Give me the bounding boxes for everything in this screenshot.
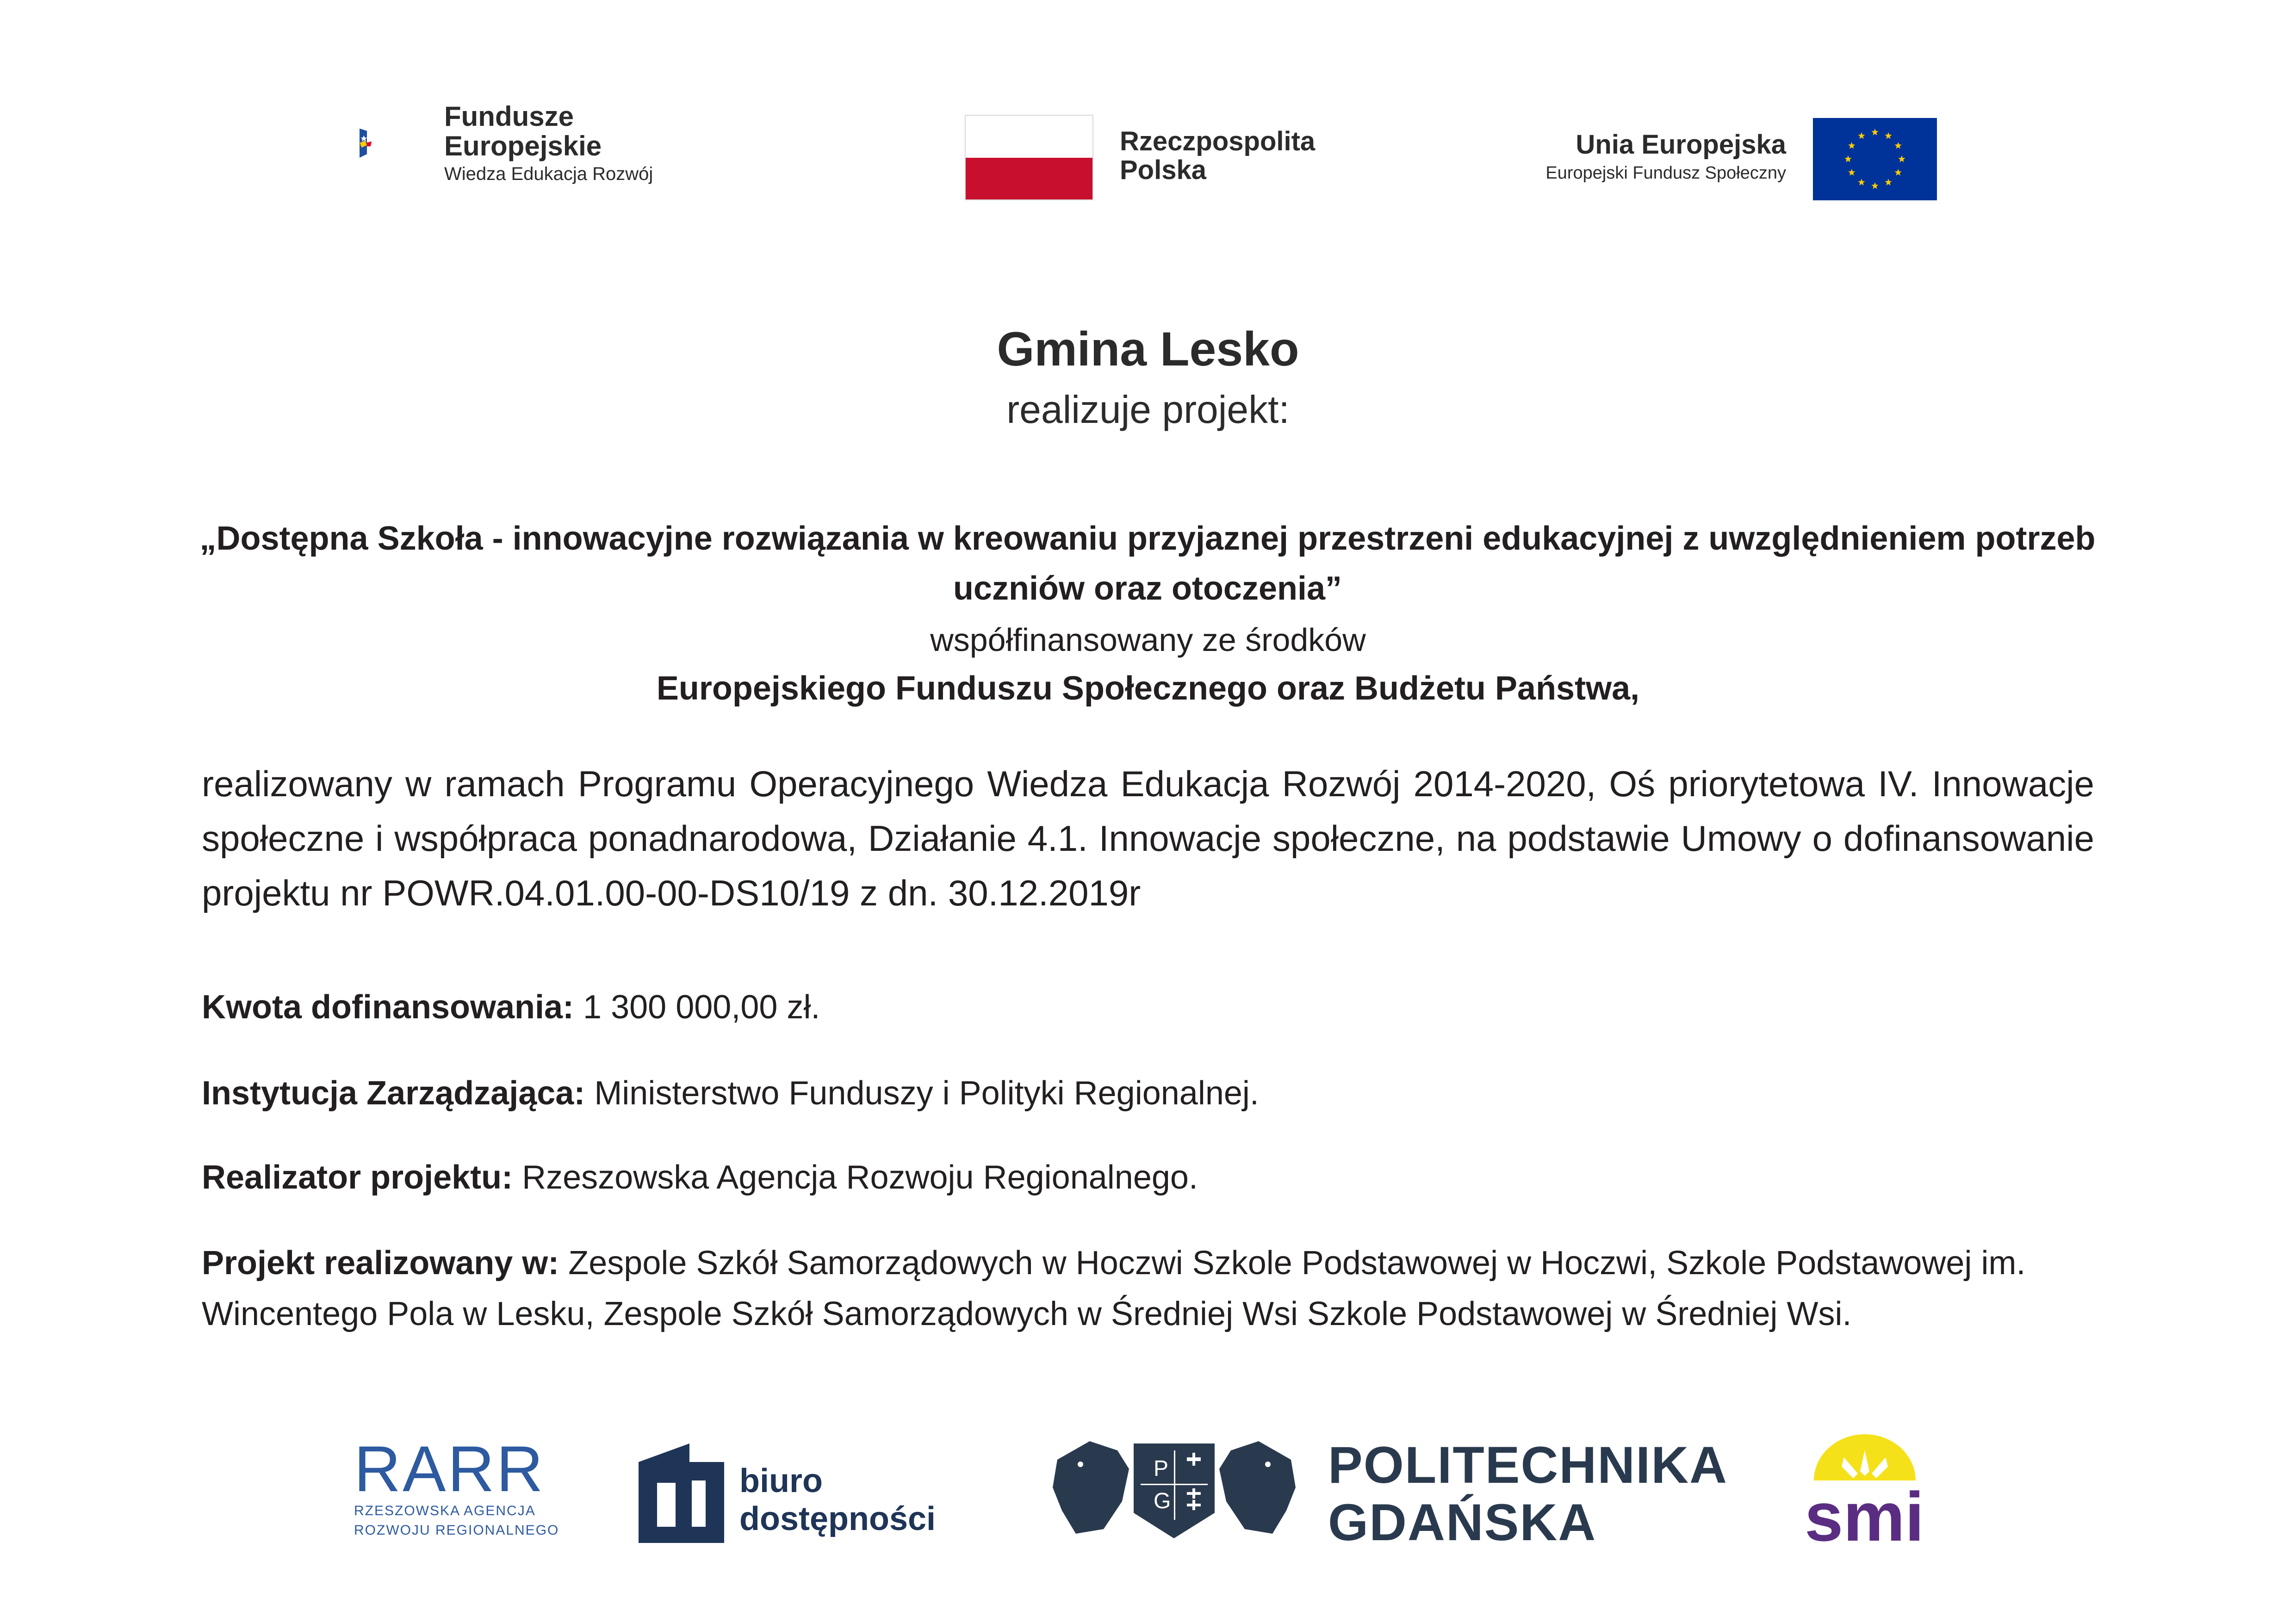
politechnika-gdanska-emblem-icon <box>1048 1432 1300 1545</box>
biuro-logo-line2: dostępności <box>739 1500 936 1537</box>
detail-managing-institution <box>202 1068 2099 1119</box>
svg-text:G: G <box>1154 1489 1171 1513</box>
pg-logo-line1: POLITECHNIKA <box>1328 1436 1728 1494</box>
smi-logo-text: smi <box>1805 1478 1924 1548</box>
eu-logo-line2: Europejski Fundusz Społeczny <box>1545 163 1786 183</box>
fe-star-emblem-icon <box>359 86 442 201</box>
pl-logo-line2: Polska <box>1120 155 1206 185</box>
detail-value: 1 300 000,00 zł. <box>574 989 820 1026</box>
smi-logo-icon <box>1800 1432 1930 1548</box>
detail-project-locations <box>202 1238 2099 1339</box>
biuro-logo-line1: biuro <box>739 1462 823 1499</box>
detail-value: Rzeszowska Agencja Rozwoju Regionalnego. <box>513 1159 1198 1196</box>
pl-logo-line1: Rzeczpospolita <box>1120 126 1316 156</box>
rarr-logo-sub1: RZESZOWSKA AGENCJA <box>354 1503 536 1518</box>
rarr-logo-main: RARR <box>354 1432 545 1505</box>
polish-flag-icon <box>965 115 1093 200</box>
detail-value: Ministerstwo Funduszy i Polityki Regionalnej. <box>585 1075 1259 1112</box>
page-subtitle: realizuje projekt: <box>1006 388 1290 431</box>
biuro-dostepnosci-logo <box>739 1462 936 1538</box>
cofinanced-label: współfinansowany ze środków <box>930 622 1366 658</box>
funds-label: Europejskiego Funduszu Społecznego oraz Budżetu Państwa, <box>656 670 1640 707</box>
detail-label: Kwota dofinansowania: <box>202 989 574 1026</box>
eu-flag-icon <box>1813 118 1937 200</box>
detail-label: Projekt realizowany w: <box>202 1245 559 1282</box>
detail-project-implementer <box>202 1152 2099 1203</box>
politechnika-gdanska-logo <box>1328 1437 1728 1551</box>
detail-funding-amount <box>202 982 2099 1033</box>
eu-logo-line1: Unia Europejska <box>1576 130 1786 160</box>
pg-emblem-letters: P <box>1154 1456 1169 1481</box>
program-description: realizowany w ramach Programu Operacyjnego Wiedza Edukacja Rozwój 2014-2020, Oś priorytetowa IV. Innowacje społeczne i współpraca ponadnarodowa, Działanie 4.1. Innowacje społeczne, na podstawie Umowy o dofinansowanie projektu nr POWR.04.01.00-00-DS10/19 z dn. 30.12.2019r <box>202 763 2094 913</box>
project-name: „Dostępna Szkoła - innowacyjne rozwiązania w kreowaniu przyjaznej przestrzeni edukacyjnej z uwzględnieniem potrzeb uczniów oraz otoczenia” <box>199 520 2096 607</box>
fe-logo-line1: Fundusze <box>444 101 574 132</box>
fe-logo-line2: Europejskie <box>444 130 602 161</box>
detail-label: Realizator projektu: <box>202 1159 513 1196</box>
rarr-logo <box>354 1432 559 1540</box>
pg-logo-line2: GDAŃSKA <box>1328 1493 1597 1551</box>
detail-value: Zespole Szkół Samorządowych w Hoczwi Szkole Podstawowej w Hoczwi, Szkole Podstawowej im. Wincentego Pola w Lesku, Zespole Szkół Samorządowych w Średniej Wsi Szkole Podstawowej w Średniej Wsi. <box>202 1245 2026 1332</box>
page-title: Gmina Lesko <box>997 322 1299 376</box>
fe-logo-line3: Wiedza Edukacja Rozwój <box>444 164 653 184</box>
detail-label: Instytucja Zarządzająca: <box>202 1075 585 1112</box>
biuro-dostepnosci-icon <box>639 1443 724 1543</box>
rarr-logo-sub2: ROZWOJU REGIONALNEGO <box>354 1523 559 1538</box>
